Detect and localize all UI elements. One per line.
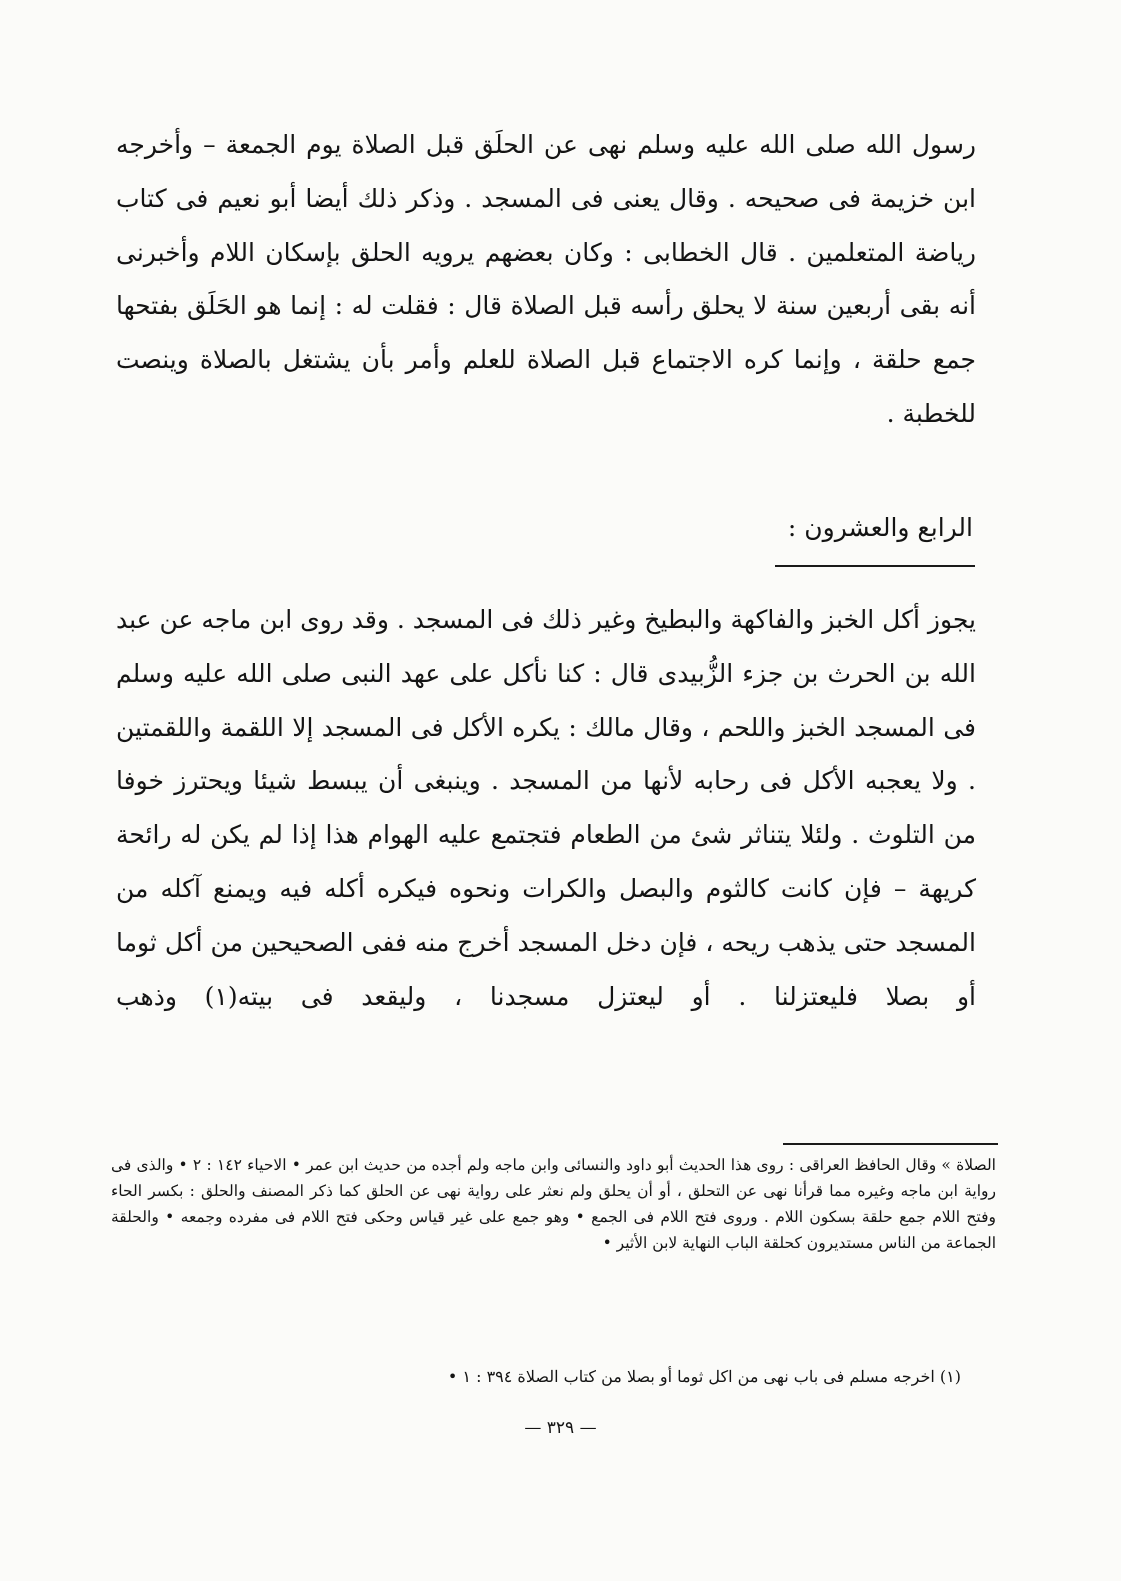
heading-underline <box>775 565 975 567</box>
footnote-continuation: الصلاة » وقال الحافظ العراقى : روى هذا الحديث أبو داود والنسائى وابن ماجه ولم أجده من حديث ابن عمر • الاحياء ١٤٢ : ٢ • والذى فى رواية ابن ماجه وغيره مما قرأنا نهى عن التحلق ، أو أن يحلق ولم نعثر على رواية نهى عن الحلق كما ذكر المصنف والحلق : بكسر الحاء وفتح اللام جمع حلقة بسكون اللام . وروى فتح اللام فى الجمع • وهو جمع على غير قياس وحكى فتح اللام فى مفرده وجمعه • والحلقة الجماعة من الناس مستديرون كحلقة الباب النهاية لابن الأثير • <box>111 1156 996 1252</box>
section-heading: الرابع والعشرون : <box>787 513 973 542</box>
footnote-1: (١) اخرجه مسلم فى باب نهى من اكل ثوما أو بصلا من كتاب الصلاة ٣٩٤ : ١ • <box>447 1367 961 1386</box>
page-number: — ٣٢٩ — <box>524 1418 597 1438</box>
body-paragraph-1: رسول الله صلى الله عليه وسلم نهى عن الحلَق قبل الصلاة يوم الجمعة – وأخرجه ابن خزيمة فى صحيحه . وقال يعنى فى المسجد . وذكر ذلك أيضا أبو نعيم فى كتاب رياضة المتعلمين . قال الخطابى : وكان بعضهم يرويه الحلق بإسكان اللام وأخبرنى أنه بقى أربعين سنة لا يحلق رأسه قبل الصلاة قال : فقلت له : إنما هو الحَلَق بفتحها جمع حلقة ، وإنما كره الاجتماع قبل الصلاة للعلم وأمر بأن يشتغل بالصلاة وينصت للخطبة . <box>116 130 976 428</box>
footnote-separator <box>783 1143 998 1145</box>
body-paragraph-2: يجوز أكل الخبز والفاكهة والبطيخ وغير ذلك فى المسجد . وقد روى ابن ماجه عن عبد الله بن الحرث بن جزء الزُّبيدى قال : كنا نأكل على عهد النبى صلى الله عليه وسلم فى المسجد الخبز واللحم ، وقال مالك : يكره الأكل فى المسجد إلا اللقمة واللقمتين . ولا يعجبه الأكل فى رحابه لأنها من المسجد . وينبغى أن يبسط شيئا ويحترز خوفا من التلوث . ولئلا يتناثر شئ من الطعام فتجتمع عليه الهوام هذا إذا لم يكن له رائحة كريهة – فإن كانت كالثوم والبصل والكرات ونحوه فيكره أكله فيه ويمنع آكله من المسجد حتى يذهب ريحه ، فإن دخل المسجد أخرج منه ففى الصحيحين من أكل ثوما أو بصلا فليعتزلنا . أو ليعتزل مسجدنا ، وليقعد فى بيته(١) وذهب <box>115 605 976 1011</box>
